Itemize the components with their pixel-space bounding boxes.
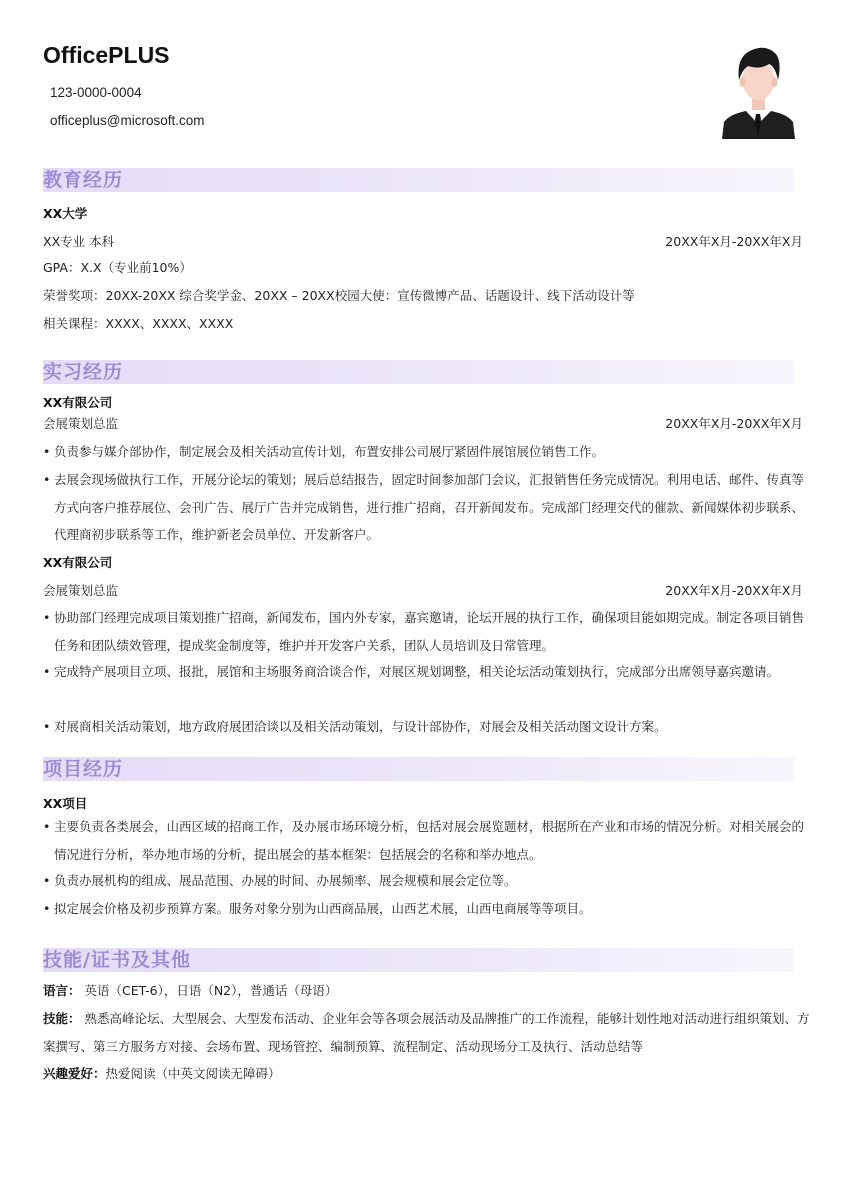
education-date: 20XX年X月-20XX年X月 [665,234,803,249]
section-title-skills: 技能/证书及其他 [43,949,191,971]
job-role-row [43,583,803,599]
hobby-label: 兴趣爱好： [43,1066,106,1081]
job-role: 会展策划总监 [43,583,119,598]
section-education [43,168,794,192]
job-date: 20XX年X月-20XX年X月 [665,416,803,431]
section-internship [43,360,794,384]
job-date: 20XX年X月-20XX年X月 [665,583,803,598]
skills-row [43,1005,813,1060]
project-name: XX项目 [43,796,88,811]
honors: 荣誉奖项：20XX-20XX 综合奖学金、20XX – 20XX校园大使：宣传微博产品、话题设计、线下活动设计等 [43,288,635,303]
resume-name: OfficePLUS [43,42,170,68]
email-address: officeplus@microsoft.com [50,113,205,128]
list-item: • 对展商相关活动策划，地方政府展团洽谈以及相关活动策划，与设计部协作，对展会及相关活动图文设计方案。 [43,719,667,734]
avatar-photo [722,44,795,139]
job-role: 会展策划总监 [43,416,119,431]
language-row [43,983,803,999]
major: XX专业 本科 [43,234,115,249]
hobby-value: 热爱阅读（中英文阅读无障碍） [105,1066,281,1081]
list-item: • 去展会现场做执行工作，开展分论坛的策划；展后总结报告，固定时间参加部门会议，汇报销售任务完成情况。利用电话、邮件、传真等方式向客户推荐展位、会刊广告、展厅广告并完成销售，进行推广招商，召开新闻发布。完成部门经理交代的催款、新闻媒体初步联系、代理商初步联系等工作，维护新老会员单位、开发新客户。 [43,472,805,542]
section-title-internship: 实习经历 [43,361,124,383]
list-item: • 负责参与媒介部协作，制定展会及相关活动宣传计划，布置安排公司展厅紧固件展馆展位销售工作。 [43,444,605,459]
list-item: • 负责办展机构的组成、展品范围、办展的时间、办展频率、展会规模和展会定位等。 [43,873,517,888]
company-name: XX有限公司 [43,555,113,570]
skills-value: 熟悉高峰论坛、大型展会、大型发布活动、企业年会等各项会展活动及品牌推广的工作流程，能够计划性地对活动进行组织策划、方案撰写、第三方服务方对接、会场布置、现场管控、编制预算、流程制定、活动现场分工及执行、活动总结等 [43,1011,810,1054]
language-value: 英语（CET-6），日语（N2），普通话（母语） [80,983,338,998]
section-skills [43,948,794,972]
company-name: XX有限公司 [43,395,113,410]
section-title-project: 项目经历 [43,758,124,780]
courses: 相关课程：XXXX、XXXX、XXXX [43,316,234,331]
language-label: 语言： [43,983,81,998]
skills-label: 技能： [43,1011,81,1026]
job-role-row [43,416,803,432]
section-project [43,757,794,781]
list-item: • 主要负责各类展会，山西区域的招商工作，及办展市场环境分析，包括对展会展览题材，根据所在产业和市场的情况分析。对相关展会的情况进行分析，举办地市场的分析，提出展会的基本框架：包括展会的名称和举办地点。 [43,819,805,862]
list-item: • 拟定展会价格及初步预算方案。服务对象分别为山西商品展，山西艺术展，山西电商展等等项目。 [43,901,592,916]
section-title-education: 教育经历 [43,169,124,191]
phone-number: 123-0000-0004 [50,85,142,100]
school-name: XX大学 [43,206,88,221]
list-item: • 协助部门经理完成项目策划推广招商，新闻发布，国内外专家，嘉宾邀请，论坛开展的执行工作，确保项目能如期完成。制定各项目销售任务和团队绩效管理，提成奖金制度等，维护并开发客户关系，团队人员培训及日常管理。 [43,610,805,653]
list-item: • 完成特产展项目立项、报批，展馆和主场服务商洽谈合作，对展区规划调整，相关论坛活动策划执行，完成部分出席领导嘉宾邀请。 [43,664,780,679]
gpa: GPA：X.X（专业前10%） [43,260,192,275]
hobby-row [43,1066,803,1082]
education-major-row [43,234,803,250]
